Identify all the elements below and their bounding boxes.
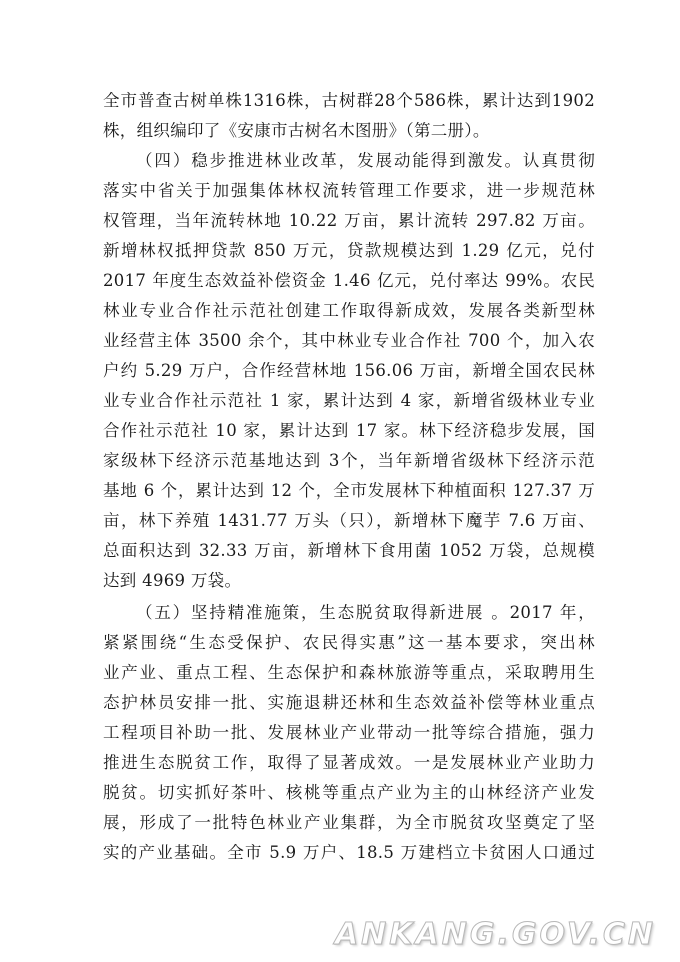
text-line: 脱贫。切实抓好茶叶、核桃等重点产业为主的山林经济产业发 bbox=[103, 783, 595, 802]
text-line: 推进生态脱贫工作，取得了显著成效。一是发展林业产业助力 bbox=[103, 753, 595, 772]
text-line: 业产业、重点工程、生态保护和森林旅游等重点，采取聘用生 bbox=[103, 663, 595, 682]
text-line: 家级林下经济示范基地达到 3个，当年新增省级林下经济示范 bbox=[103, 451, 595, 470]
text-line: 合作社示范社 10 家，累计达到 17 家。林下经济稳步发展，国 bbox=[103, 421, 595, 440]
site-watermark: ANKANG.GOV.CN bbox=[334, 917, 656, 952]
section-heading-line: （五）坚持精准施策，生态脱贫取得新进展 。2017 年， bbox=[136, 603, 595, 622]
text-line: 林业专业合作社示范社创建工作取得新成效，发展各类新型林 bbox=[103, 301, 595, 320]
text-line: 业专业合作社示范社 1 家，累计达到 4 家，新增省级林业专业 bbox=[103, 391, 595, 410]
text-line: 新增林权抵押贷款 850 万元，贷款规模达到 1.29 亿元，兑付 bbox=[103, 241, 595, 260]
text-line: 全市普查古树单株1316株，古树群28个586株，累计达到1902 bbox=[103, 91, 595, 110]
text-line: 落实中省关于加强集体林权流转管理工作要求，进一步规范林 bbox=[103, 181, 595, 200]
text-line: 2017 年度生态效益补偿资金 1.46 亿元，兑付率达 99%。农民 bbox=[103, 271, 595, 290]
text-line: 户约 5.29 万户，合作经营林地 156.06 万亩，新增全国农民林 bbox=[103, 361, 595, 380]
section-heading-line: （四）稳步推进林业改革，发展动能得到激发。认真贯彻 bbox=[136, 151, 595, 170]
text-line: 株，组织编印了《安康市古树名木图册》（第二册）。 bbox=[103, 121, 490, 140]
text-line: 实的产业基础。全市 5.9 万户、18.5 万建档立卡贫困人口通过 bbox=[103, 843, 595, 862]
text-line: 权管理，当年流转林地 10.22 万亩，累计流转 297.82 万亩。 bbox=[103, 211, 595, 230]
text-line: 亩，林下养殖 1431.77 万头（只），新增林下魔芋 7.6 万亩、 bbox=[103, 511, 595, 530]
text-line: 业经营主体 3500 余个，其中林业专业合作社 700 个，加入农 bbox=[103, 331, 595, 350]
text-line: 总面积达到 32.33 万亩，新增林下食用菌 1052 万袋，总规模 bbox=[103, 541, 595, 560]
text-line: 工程项目补助一批、发展林业产业带动一批等综合措施，强力 bbox=[103, 723, 595, 742]
text-line: 展，形成了一批特色林业产业集群，为全市脱贫攻坚奠定了坚 bbox=[103, 813, 595, 832]
text-line: 基地 6 个，累计达到 12 个，全市发展林下种植面积 127.37 万 bbox=[103, 481, 595, 500]
text-line: 紧紧围绕“生态受保护、农民得实惠”这一基本要求，突出林 bbox=[103, 633, 595, 652]
text-line: 态护林员安排一批、实施退耕还林和生态效益补偿等林业重点 bbox=[103, 693, 595, 712]
text-line: 达到 4969 万袋。 bbox=[103, 571, 242, 590]
